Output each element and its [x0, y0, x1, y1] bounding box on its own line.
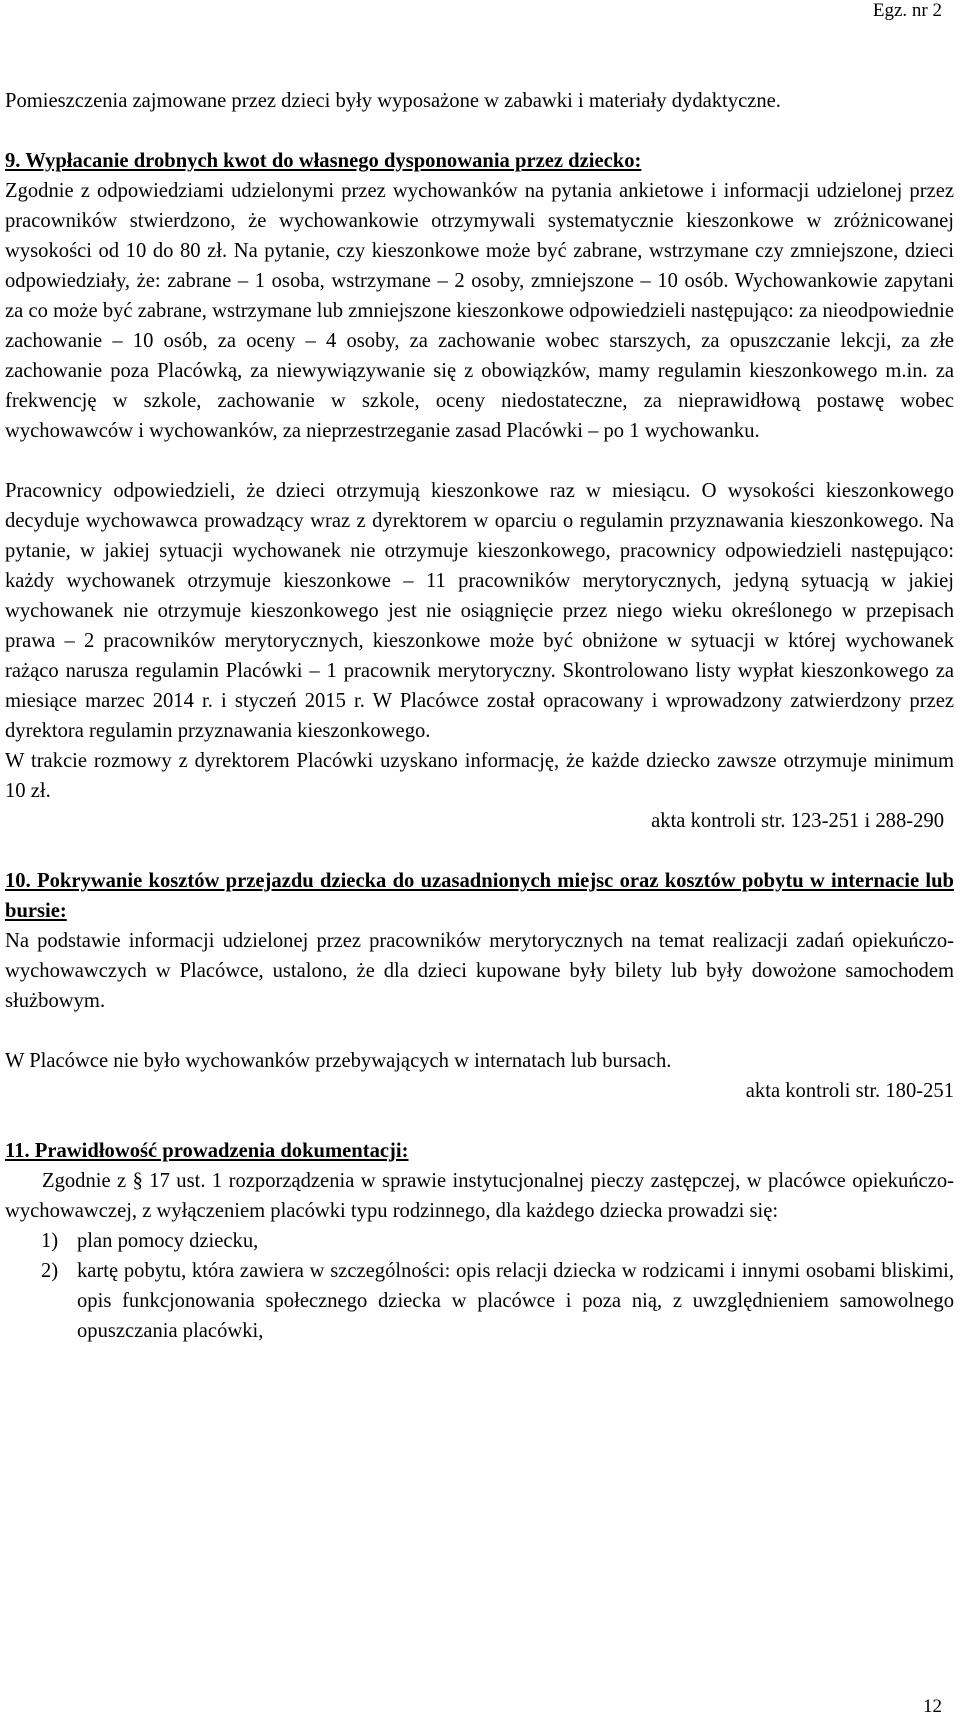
section-10-paragraph-2: W Placówce nie było wychowanków przebywających w internatach lub bursach. [5, 1050, 672, 1072]
intro-paragraph: Pomieszczenia zajmowane przez dzieci były wyposażone w zabawki i materiały dydaktyczne. [5, 90, 781, 112]
section-9-paragraph-2: Pracownicy odpowiedzieli, że dzieci otrzymują kieszonkowe raz w miesiącu. O wysokości kieszonkowego decyduje wychowawca prowadzący wraz z dyrektorem w oparciu o regulamin przyznawania kieszonkowego. Na pytanie, w jakiej sytuacji wychowanek nie otrzymuje kieszonkowego, pracownicy odpowiedzieli następująco: każdy wychowanek otrzymuje kieszonkowe – 11 pracowników merytorycznych, jedyną sytuacją w jakiej wychowanek nie otrzymuje kieszonkowego jest nie osiągnięcie przez niego wieku określonego w przepisach prawa – 2 pracowników merytorycznych, kieszonkowe może być obniżone w sytuacji w której wychowanek rażąco narusza regulamin Placówki – 1 pracownik merytoryczny. Skontrolowano listy wypłat kieszonkowego za miesiące marzec 2014 r. i styczeń 2015 r. W Placówce został opracowany i wprowadzony zatwierdzony przez dyrektora regulamin przyznawania kieszonkowego. [5, 480, 954, 742]
list-item-text: kartę pobytu, która zawiera w szczególności: opis relacji dziecka w rodzicami i innymi osobami bliskimi, opis funkcjonowania społecznego dziecka w placówce i poza nią, z uwzględnieniem samowolnego opuszczania placówki, [77, 1260, 954, 1342]
list-item [5, 1226, 954, 1256]
list-item-number: 1) [41, 1230, 59, 1252]
list-item [5, 1256, 954, 1346]
section-10-paragraph-1: Na podstawie informacji udzielonej przez pracowników merytorycznych na temat realizacji zadań opiekuńczo-wychowawczych w Placówce, ustalono, że dla dzieci kupowane były bilety lub były dowożone samochodem służbowym. [5, 930, 954, 1012]
section-10-file-reference: akta kontroli str. 180-251 [745, 1080, 954, 1102]
section-9-heading: 9. Wypłacanie drobnych kwot do własnego dysponowania przez dziecko: [5, 150, 642, 172]
section-11-heading: 11. Prawidłowość prowadzenia dokumentacji: [5, 1140, 409, 1162]
copy-number-header: Egz. nr 2 [872, 0, 942, 21]
section-9-paragraph-3: W trakcie rozmowy z dyrektorem Placówki uzyskano informację, że każde dziecko zawsze otrzymuje minimum 10 zł. [5, 750, 954, 802]
document-body [5, 86, 954, 1346]
page-number: 12 [923, 1696, 942, 1717]
section-9-paragraph-1: Zgodnie z odpowiedziami udzielonymi przez wychowanków na pytania ankietowe i informacji udzielonej przez pracowników stwierdzono, że wychowankowie otrzymywali systematycznie kieszonkowe w zróżnicowanej wysokości od 10 do 80 zł. Na pytanie, czy kieszonkowe może być zabrane, wstrzymane czy zmniejszone, dzieci odpowiedziały, że: zabrane – 1 osoba, wstrzymane – 2 osoby, zmniejszone – 10 osób. Wychowankowie zapytani za co może być zabrane, wstrzymane lub zmniejszone kieszonkowe odpowiedzieli następująco: za nieodpowiednie zachowanie – 10 osób, za oceny – 4 osoby, za zachowanie wobec starszych, za opuszczanie lekcji, za złe zachowanie poza Placówką, za niewywiązywanie się z obowiązków, mamy regulamin kieszonkowego m.in. za frekwencję w szkole, zachowanie w szkole, oceny niedostateczne, za nieprawidłową postawę wobec wychowawców i wychowanków, za nieprzestrzeganie zasad Placówki – po 1 wychowanku. [5, 180, 954, 442]
list-item-number: 2) [41, 1260, 59, 1282]
section-9-file-reference: akta kontroli str. 123-251 i 288-290 [651, 810, 944, 832]
section-10-heading: 10. Pokrywanie kosztów przejazdu dziecka do uzasadnionych miejsc oraz kosztów pobytu w internacie lub bursie: [5, 870, 954, 922]
documentation-list [5, 1226, 954, 1346]
section-11-paragraph-1: Zgodnie z § 17 ust. 1 rozporządzenia w sprawie instytucjonalnej pieczy zastępczej, w placówce opiekuńczo-wychowawczej, z wyłączeniem placówki typu rodzinnego, dla każdego dziecka prowadzi się: [5, 1170, 954, 1222]
list-item-text: plan pomocy dziecku, [77, 1230, 259, 1252]
